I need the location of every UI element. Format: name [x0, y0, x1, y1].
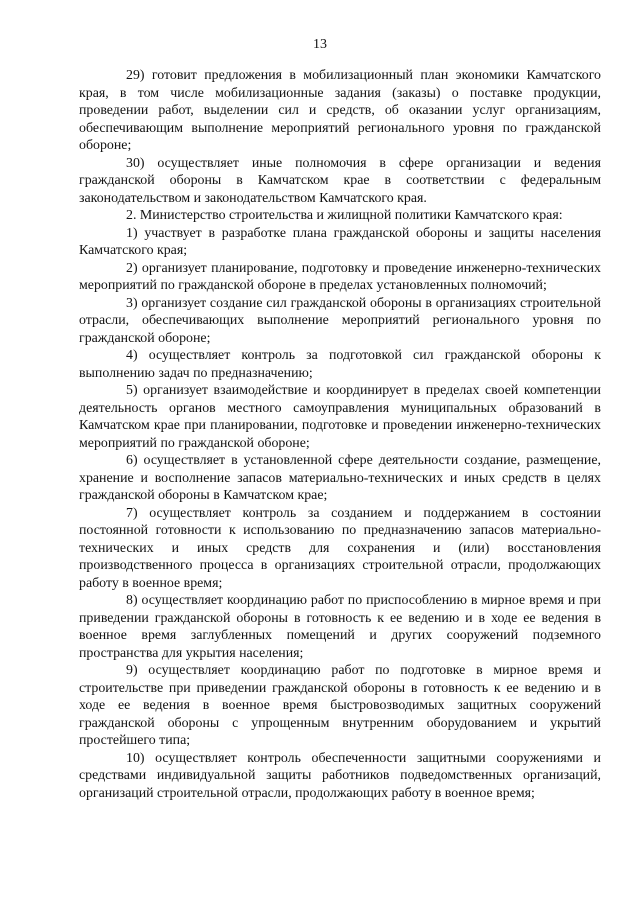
paragraph-item-7: 7) осуществляет контроль за созданием и поддержанием в состоянии постоянной готовности к использованию по предназначению запасов материально-технических и иных средств для сохранения и (или) восстановления производственного процесса в организациях строительной отрасли, продолжающих работу в военное время;	[79, 505, 601, 591]
paragraph-item-1: 1) участвует в разработке плана гражданской обороны и защиты населения Камчатского края;	[79, 225, 601, 258]
section-heading-ministry-construction: 2. Министерство строительства и жилищной политики Камчатского края:	[126, 208, 563, 223]
page-number: 13	[313, 37, 327, 52]
paragraph-item-3: 3) организует создание сил гражданской обороны в организациях строительной отрасли, обеспечивающих выполнение мероприятий регионального уровня по гражданской обороне;	[79, 295, 601, 346]
paragraph-item-2: 2) организует планирование, подготовку и проведение инженерно-технических мероприятий по гражданской обороне в пределах установленных полномочий;	[79, 260, 601, 293]
paragraph-item-4: 4) осуществляет контроль за подготовкой сил гражданской обороны к выполнению задач по предназначению;	[79, 348, 601, 381]
paragraph-item-10: 10) осуществляет контроль обеспеченности защитными сооружениями и средствами индивидуальной защиты работников подведомственных организаций, организаций строительной отрасли, продолжающих работу в военное время;	[79, 750, 601, 801]
paragraph-item-5: 5) организует взаимодействие и координирует в пределах своей компетенции деятельность органов местного самоуправления муниципальных образований в Камчатском крае при планировании, подготовке и проведении инженерно-технических мероприятий по гражданской обороне;	[79, 383, 601, 451]
paragraph-item-6: 6) осуществляет в установленной сфере деятельности создание, размещение, хранение и восполнение запасов материально-технических и иных средств в целях гражданской обороны в Камчатском крае;	[79, 453, 601, 503]
paragraph-item-30: 30) осуществляет иные полномочия в сфере организации и ведения гражданской обороны в Камчатском крае в соответствии с федеральным законодательством и законодательством Камчатского края.	[79, 155, 601, 206]
document-body	[79, 67, 601, 802]
paragraph-item-8: 8) осуществляет координацию работ по приспособлению в мирное время и при приведении гражданской обороны в готовность к ее ведению и в ходе ее ведения в военное время заглубленных помещений и других сооружений подземного пространства для укрытия населения;	[79, 593, 601, 661]
paragraph-item-29: 29) готовит предложения в мобилизационный план экономики Камчатского края, в том числе мобилизационные задания (заказы) о поставке продукции, проведении работ, выделении сил и средств, об оказании услуг организациям, обеспечивающим выполнение мероприятий регионального уровня по гражданской обороне;	[79, 68, 601, 153]
paragraph-item-9: 9) осуществляет координацию работ по подготовке в мирное время и строительстве при приведении гражданской обороны в готовность к ее ведению и в ходе ее ведения в военное время быстровозводимых защитных сооружений гражданской обороны с упрощенным внутренним оборудованием и укрытий простейшего типа;	[79, 663, 601, 748]
